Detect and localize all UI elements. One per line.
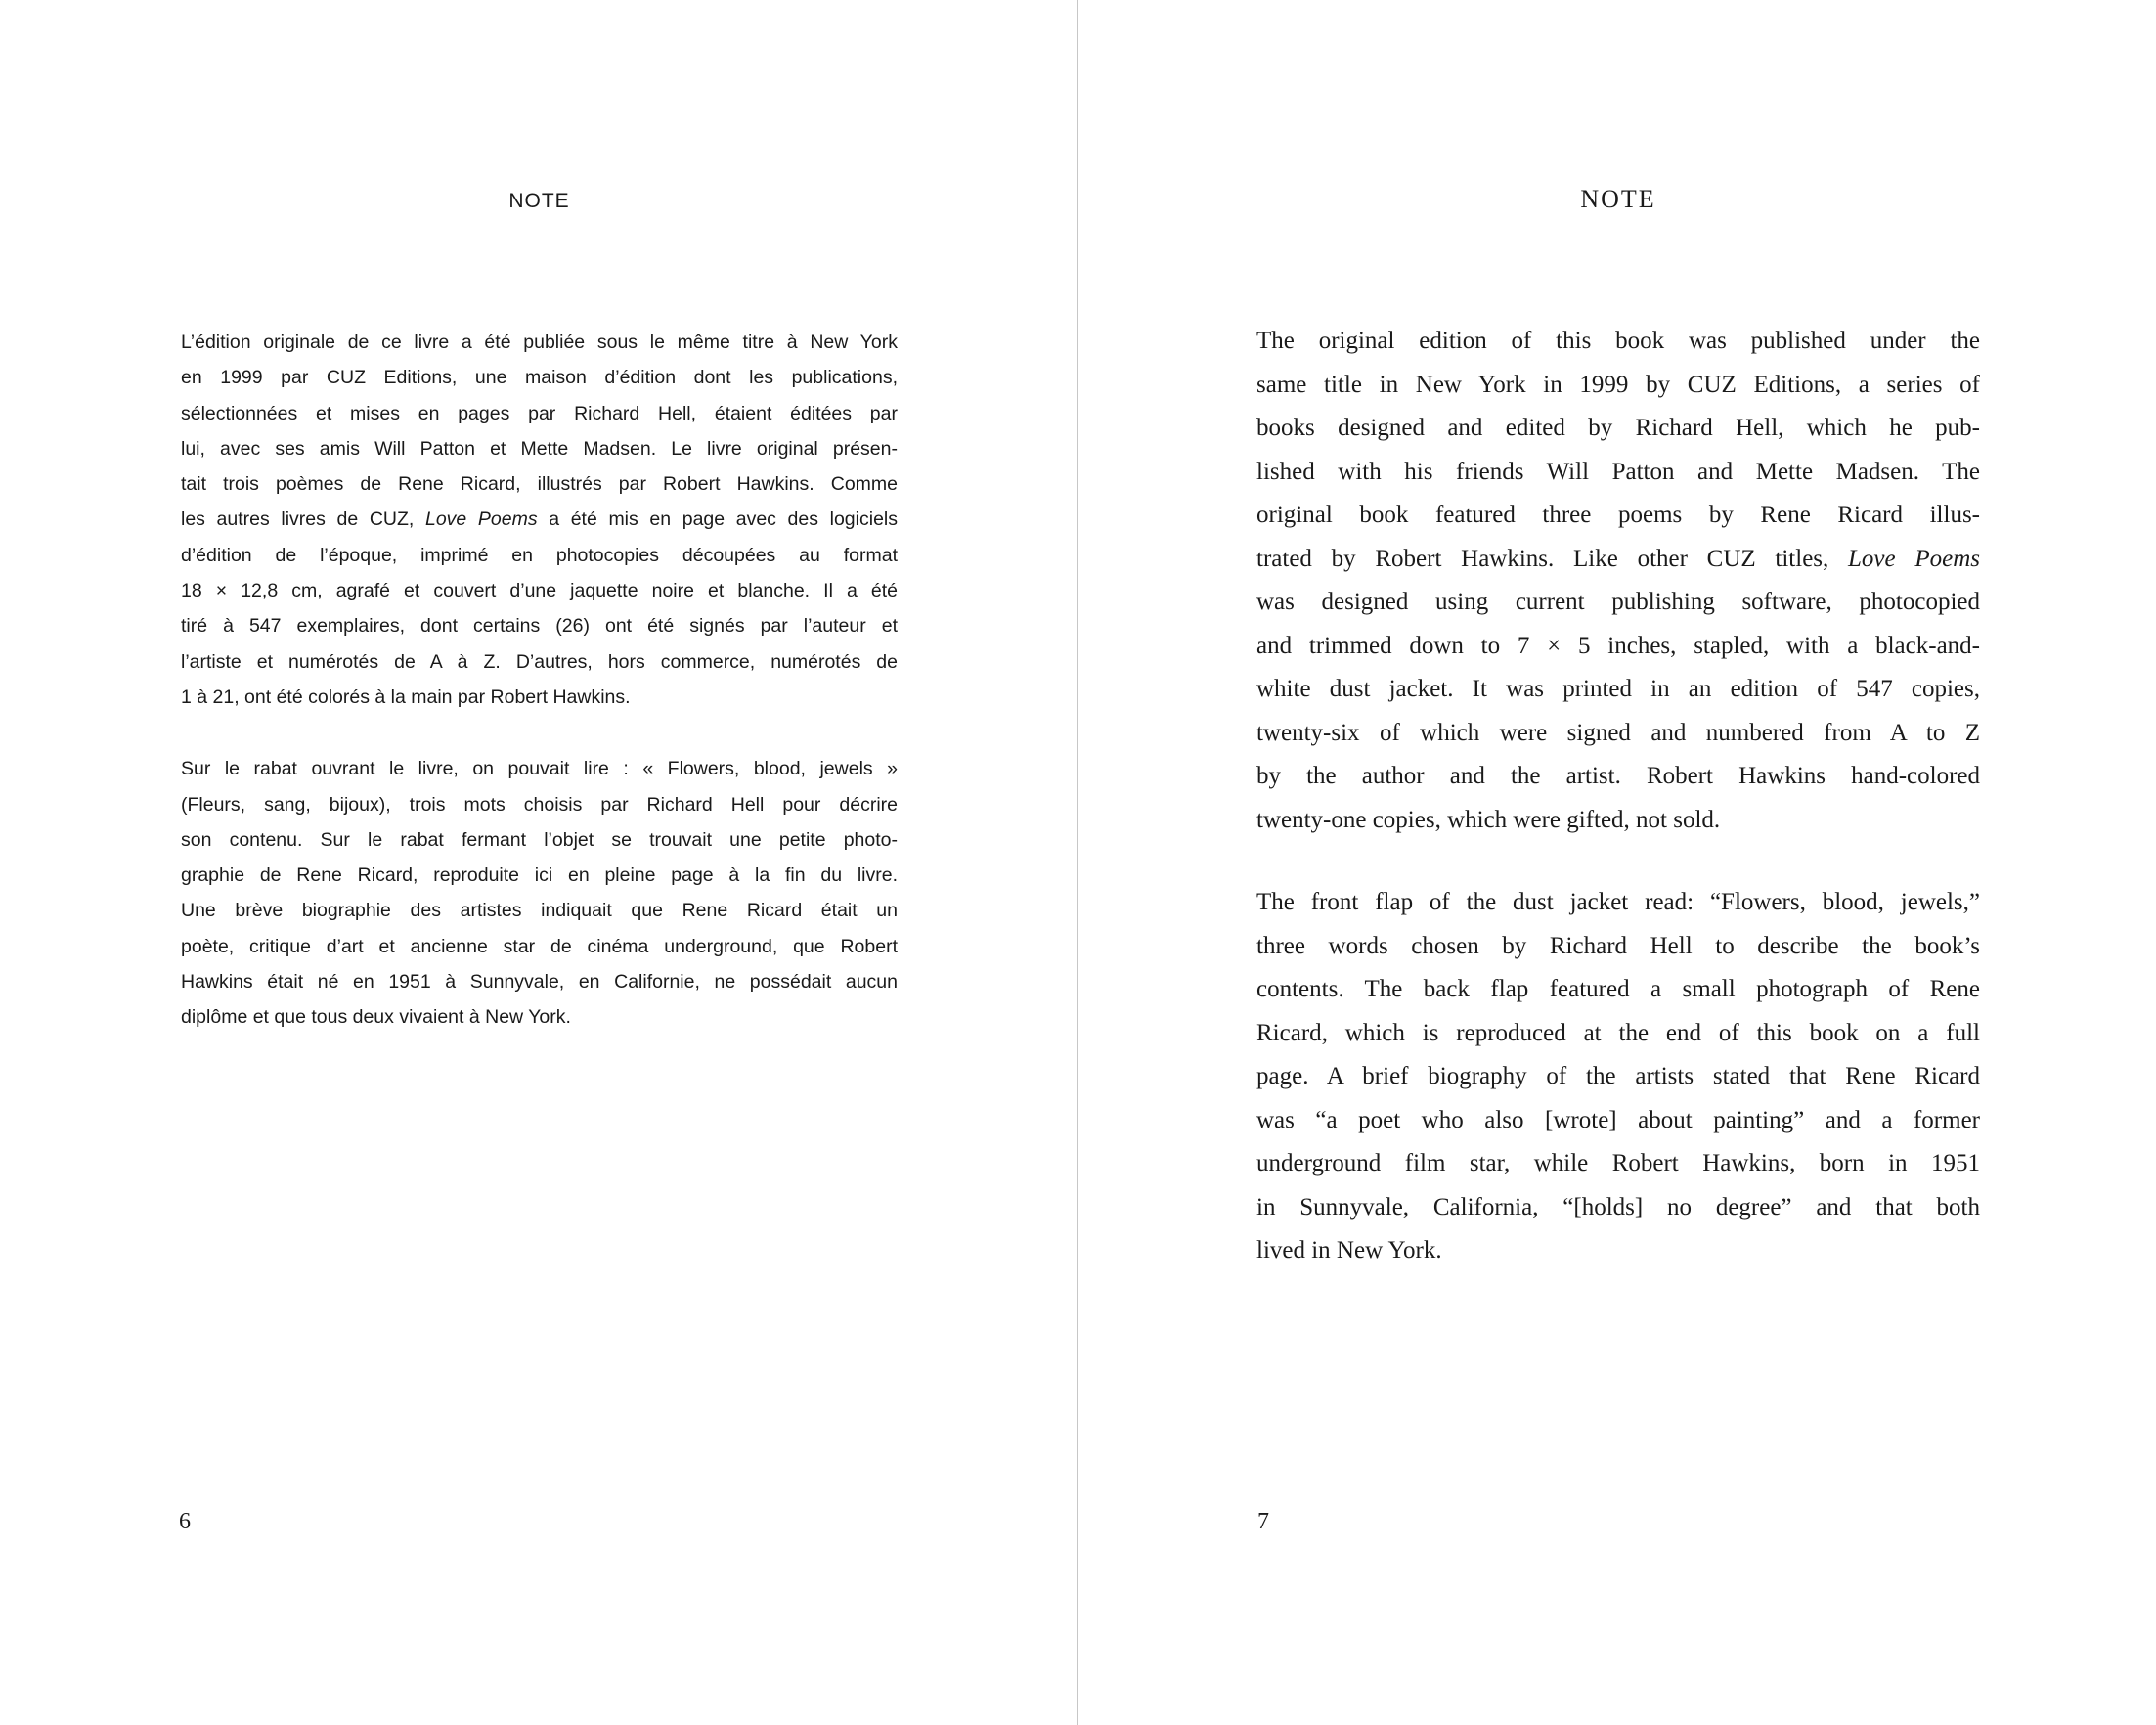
body-line: 18 × 12,8 cm, agrafé et couvert d’une jaquette noire et blanche. Il a été: [181, 580, 898, 602]
body-line: page. A brief biography of the artists stated that Rene Ricard: [1256, 1063, 1980, 1089]
body-line: in Sunnyvale, California, “[holds] no degree” and that both: [1256, 1193, 1980, 1220]
body-line: graphie de Rene Ricard, reproduite ici en pleine page à la fin du livre.: [181, 864, 898, 887]
body-line: was “a poet who also [wrote] about painting” and a former: [1256, 1106, 1980, 1133]
body-line: twenty-six of which were signed and numbered from A to Z: [1256, 719, 1980, 746]
body-line: white dust jacket. It was printed in an edition of 547 copies,: [1256, 676, 1980, 702]
body-line: tait trois poèmes de Rene Ricard, illustrés par Robert Hawkins. Comme: [181, 473, 898, 496]
italic-book-title: Love Poems: [424, 509, 538, 531]
body-line: lived in New York.: [1256, 1237, 1442, 1263]
page-gutter-divider: [1077, 0, 1078, 1725]
body-line: L’édition originale de ce livre a été publiée sous le même titre à New York: [181, 332, 898, 353]
body-line: by the author and the artist. Robert Hawkins hand-colored: [1256, 763, 1980, 789]
body-line: poète, critique d’art et ancienne star de cinéma underground, que Robert: [181, 935, 898, 957]
body-line: Une brève biographie des artistes indiquait que Rene Ricard était un: [181, 900, 898, 922]
body-line: three words chosen by Richard Hell to describe the book’s: [1256, 932, 1980, 959]
left-page-body: [181, 325, 898, 1036]
right-page-body: [1256, 320, 1980, 1273]
body-line: contents. The back flap featured a small photograph of Rene: [1256, 976, 1980, 1002]
right-note-heading: NOTE: [1580, 185, 1656, 213]
body-line: l’artiste et numérotés de A à Z. D’autres, hors commerce, numérotés de: [181, 650, 898, 673]
body-line: [181, 502, 898, 537]
body-line: en 1999 par CUZ Editions, une maison d’édition dont les publications,: [181, 367, 898, 389]
left-page-number: 6: [179, 1509, 191, 1534]
body-line: tiré à 547 exemplaires, dont certains (26) ont été signés par l’auteur et: [181, 615, 898, 638]
italic-book-title: Love Poems: [1848, 545, 1980, 572]
right-page-number: 7: [1257, 1509, 1269, 1534]
body-paragraph: [181, 325, 898, 715]
body-line: and trimmed down to 7 × 5 inches, stapled, with a black-and-: [1256, 632, 1980, 659]
body-line: original book featured three poems by Rene Ricard illus-: [1256, 502, 1980, 528]
body-line: d’édition de l’époque, imprimé en photocopies découpées au format: [181, 544, 898, 566]
body-line-text: a été mis en page avec des logiciels: [537, 509, 898, 531]
body-line: Sur le rabat ouvrant le livre, on pouvait lire : « Flowers, blood, jewels »: [181, 758, 898, 780]
left-note-heading: NOTE: [508, 190, 570, 212]
body-line: Ricard, which is reproduced at the end of this book on a full: [1256, 1019, 1980, 1046]
body-line: Hawkins était né en 1951 à Sunnyvale, en Californie, ne possédait aucun: [181, 971, 898, 994]
body-line: twenty-one copies, which were gifted, not sold.: [1256, 806, 1721, 833]
body-line: sélectionnées et mises en pages par Richard Hell, étaient éditées par: [181, 402, 898, 424]
body-paragraph: [1256, 881, 1980, 1273]
body-line: lished with his friends Will Patton and Mette Madsen. The: [1256, 458, 1980, 485]
body-paragraph: [181, 751, 898, 1035]
body-line: diplôme et que tous deux vivaient à New York.: [181, 1006, 571, 1029]
body-line: son contenu. Sur le rabat fermant l’objet se trouvait une petite photo-: [181, 828, 898, 851]
body-line-text: trated by Robert Hawkins. Like other CUZ titles,: [1256, 545, 1849, 572]
body-line: (Fleurs, sang, bijoux), trois mots choisis par Richard Hell pour décrire: [181, 793, 898, 816]
body-line: same title in New York in 1999 by CUZ Editions, a series of: [1256, 371, 1980, 398]
body-line-text: les autres livres de CUZ,: [181, 509, 425, 531]
body-line: [1256, 538, 1980, 582]
body-line: underground film star, while Robert Hawkins, born in 1951: [1256, 1150, 1980, 1176]
body-line: 1 à 21, ont été colorés à la main par Robert Hawkins.: [181, 686, 631, 708]
body-line: The original edition of this book was published under the: [1256, 328, 1980, 354]
body-line: The front flap of the dust jacket read: “Flowers, blood, jewels,”: [1256, 889, 1980, 915]
body-line: lui, avec ses amis Will Patton et Mette Madsen. Le livre original présen-: [181, 437, 898, 460]
body-line: was designed using current publishing software, photocopied: [1256, 589, 1980, 615]
body-line: books designed and edited by Richard Hell, which he pub-: [1256, 415, 1980, 441]
body-paragraph: [1256, 320, 1980, 842]
